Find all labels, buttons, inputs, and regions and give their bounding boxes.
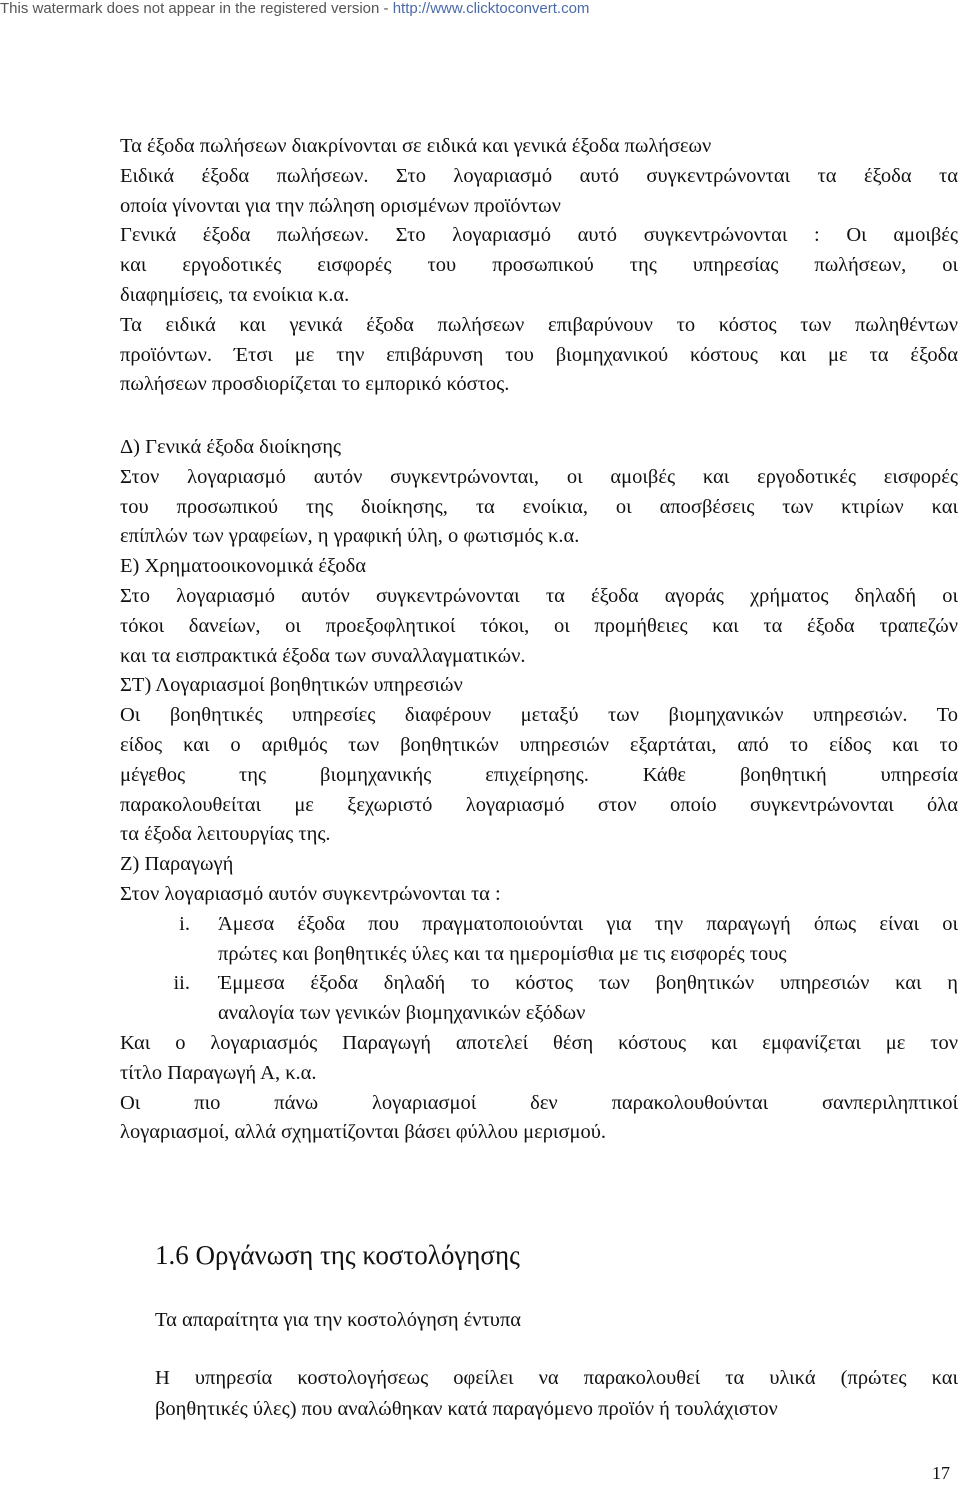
list-item xyxy=(120,910,958,940)
text-line: παρακολουθείται με ξεχωριστό λογαριασμό στον οποίο συγκεντρώνονται όλα xyxy=(120,793,958,816)
text-line: είδος και ο αριθμός των βοηθητικών υπηρεσιών εξαρτάται, από το είδος και το xyxy=(120,733,958,756)
section-label-production: Ζ) Παραγωγή xyxy=(120,853,234,876)
text-line: οποία γίνονται για την πώληση ορισμένων προϊόντων xyxy=(120,194,561,217)
text-line: Και ο λογαριασμός Παραγωγή αποτελεί θέση κόστους και εμφανίζεται με τον xyxy=(120,1031,958,1054)
section-label-admin: Δ) Γενικά έξοδα διοίκησης xyxy=(120,436,342,458)
text-line: Στο λογαριασμό αυτόν συγκεντρώνονται τα έξοδα αγοράς χρήματος δηλαδή οι xyxy=(120,584,958,607)
paragraph-sales-expenses xyxy=(120,132,958,400)
list-item xyxy=(120,969,958,999)
text-line: προϊόντων. Έτσι με την επιβάρυνση του βιομηχανικού κόστους και με τα έξοδα xyxy=(120,343,958,366)
watermark-link[interactable]: http://www.clicktoconvert.com xyxy=(392,0,590,17)
section-label-auxiliary: ΣΤ) Λογαριασμοί βοηθητικών υπηρεσιών xyxy=(120,674,463,697)
text-line: του προσωπικού της διοίκησης, τα ενοίκια, οι αποσβέσεις των κτιρίων και xyxy=(120,495,958,518)
text-line: Τα απαραίτητα για την κοστολόγηση έντυπα xyxy=(155,1309,522,1331)
text-line: Στον λογαριασμό αυτόν συγκεντρώνονται, οι αμοιβές και εργοδοτικές εισφορές xyxy=(120,465,958,488)
text-line: και τα εισπρακτικά έξοδα των συναλλαγματικών. xyxy=(120,644,526,667)
text-line: τίτλο Παραγωγή Α, κ.α. xyxy=(120,1061,317,1084)
watermark-text: This watermark does not appear in the registered version - xyxy=(0,0,393,17)
text-line: λογαριασμοί, αλλά σχηματίζονται βάσει φύλλου μερισμού. xyxy=(120,1121,607,1144)
page-number: 17 xyxy=(932,1463,950,1483)
text-line: τόκοι δανείων, οι προεξοφλητικοί τόκοι, οι προμήθειες και τα έξοδα τραπεζών xyxy=(120,614,958,637)
list-text: Έμμεσα έξοδα δηλαδή το κόστος των βοηθητικών υπηρεσιών και η xyxy=(218,972,958,995)
text-line: Οι πιο πάνω λογαριασμοί δεν παρακολουθούνται σανπεριληπτικοί xyxy=(120,1091,958,1114)
text-line: πωλήσεων προσδιορίζεται το εμπορικό κόστος. xyxy=(120,373,510,396)
text-line: Τα έξοδα πωλήσεων διακρίνονται σε ειδικά και γενικά έξοδα πωλήσεων xyxy=(120,135,712,157)
list-text: πρώτες και βοηθητικές ύλες και τα ημερομίσθια με τις εισφορές τους xyxy=(218,942,787,965)
text-line: τα έξοδα λειτουργίας της. xyxy=(120,823,331,846)
text-line: Στον λογαριασμό αυτόν συγκεντρώνονται τα : xyxy=(120,882,501,905)
text-line: μέγεθος της βιομηχανικής επιχείρησης. Κάθε βοηθητική υπηρεσία xyxy=(120,763,958,786)
list-text: Άμεσα έξοδα που πραγματοποιούνται για την παραγωγή όπως είναι οι xyxy=(218,912,958,935)
list-number: i. xyxy=(179,912,190,935)
text-line: Η υπηρεσία κοστολογήσεως οφείλει να παρακολουθεί τα υλικά (πρώτες και xyxy=(155,1367,958,1389)
section-heading: 1.6 Οργάνωση της κοστολόγησης xyxy=(155,1240,520,1270)
text-line: διαφημίσεις, τα ενοίκια κ.α. xyxy=(120,283,350,306)
text-line: επίπλών των γραφείων, η γραφική ύλη, ο φωτισμός κ.α. xyxy=(120,525,580,548)
watermark xyxy=(0,0,960,18)
text-line: Ειδικά έξοδα πωλήσεων. Στο λογαριασμό αυτό συγκεντρώνονται τα έξοδα τα xyxy=(120,164,958,187)
text-line: και εργοδοτικές εισφορές του προσωπικού της υπηρεσίας πωλήσεων, οι xyxy=(120,254,958,277)
list-item-continued xyxy=(120,940,958,970)
text-line: Τα ειδικά και γενικά έξοδα πωλήσεων επιβαρύνουν το κόστος των πωληθέντων xyxy=(120,313,958,336)
section-label-finance: Ε) Χρηματοοικονομικά έξοδα xyxy=(120,555,367,578)
list-item-continued xyxy=(120,999,958,1029)
section-subtitle xyxy=(155,1305,958,1336)
text-line: Οι βοηθητικές υπηρεσίες διαφέρουν μεταξύ των βιομηχανικών υπηρεσιών. Το xyxy=(120,704,958,727)
production-list xyxy=(120,910,958,1029)
list-number: ii. xyxy=(173,972,190,995)
list-text: αναλογία των γενικών βιομηχανικών εξόδων xyxy=(218,1002,586,1025)
paragraph-cost-accounts xyxy=(120,433,958,1148)
paragraph-costing-service xyxy=(155,1363,958,1425)
text-line: Γενικά έξοδα πωλήσεων. Στο λογαριασμό αυτό συγκεντρώνονται : Οι αμοιβές xyxy=(120,224,958,247)
text-line: βοηθητικές ύλες) που αναλώθηκαν κατά παραγόμενο προϊόν ή τουλάχιστον xyxy=(155,1398,778,1420)
